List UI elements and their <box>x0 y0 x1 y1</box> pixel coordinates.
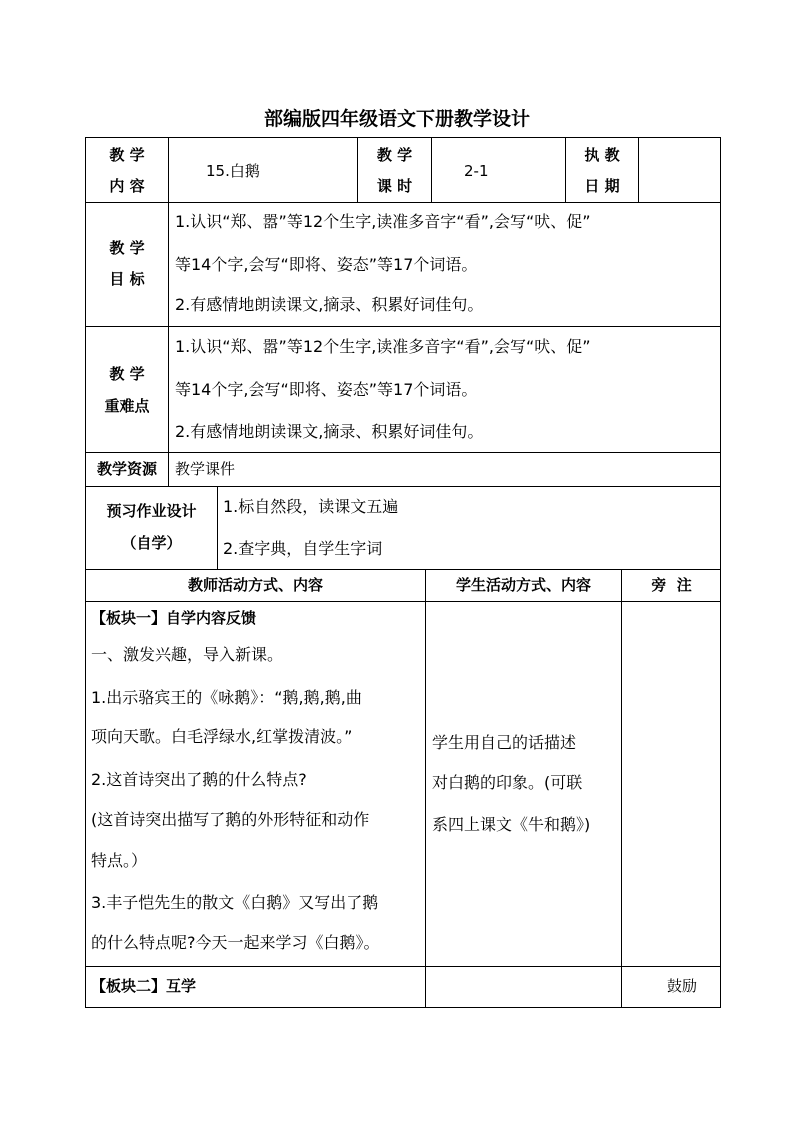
goals-label-2: 目 标 <box>109 270 145 288</box>
date-label-1: 执 教 <box>584 146 620 164</box>
content-label-2: 内 容 <box>109 177 145 195</box>
keypoints-line-2: 等14个字,会写“即将、姿态”等17个词语。 <box>175 380 478 399</box>
block1-line: 1.出示骆宾王的《咏鹅》：“鹅,鹅,鹅,曲 <box>91 688 362 707</box>
preview-line-1: 1.标自然段，读课文五遍 <box>223 497 399 516</box>
content-label-1: 教 学 <box>109 146 145 164</box>
date-label-2: 日 期 <box>584 177 620 195</box>
resources-value: 教学课件 <box>175 460 236 478</box>
keypoints-label-1: 教 学 <box>109 365 145 383</box>
notes-column-header: 旁 注 <box>651 576 692 594</box>
period-value: 2-1 <box>464 162 489 180</box>
block1-line: 特点。） <box>91 851 148 870</box>
block2-heading: 【板块二】互学 <box>91 977 197 995</box>
student-activity-line: 对白鹅的印象。(可联 <box>432 773 583 792</box>
block1-line: 项向天歌。白毛浮绿水,红掌拨清波。” <box>91 727 353 746</box>
period-label-1: 教 学 <box>376 146 413 164</box>
preview-label-1: 预习作业设计 <box>106 502 197 520</box>
period-label-2: 课 时 <box>376 177 413 195</box>
goals-line-2: 等14个字,会写“即将、姿态”等17个词语。 <box>175 255 478 274</box>
keypoints-label-2: 重难点 <box>104 397 150 415</box>
preview-line-2: 2.查字典，自学生字词 <box>223 539 383 558</box>
preview-label-2: （自学） <box>121 534 182 552</box>
content-value: 15.白鹅 <box>206 162 260 180</box>
block1-line: 2.这首诗突出了鹅的什么特点? <box>91 770 307 789</box>
keypoints-line-3: 2.有感情地朗读课文,摘录、积累好词佳句。 <box>175 422 484 441</box>
block1-line: 的什么特点呢?今天一起来学习《白鹅》。 <box>91 933 380 952</box>
keypoints-line-1: 1.认识“郑、嚣”等12个生字,读准多音字“看”,会写“吠、促” <box>175 337 591 356</box>
block1-line: 一、激发兴趣，导入新课。 <box>91 645 284 664</box>
resources-label: 教学资源 <box>96 460 157 478</box>
block1-heading: 【板块一】自学内容反馈 <box>91 609 257 627</box>
student-activity-line: 系四上课文《牛和鹅》) <box>432 815 591 834</box>
goals-label-1: 教 学 <box>109 239 145 257</box>
goals-line-1: 1.认识“郑、嚣”等12个生字,读准多音字“看”,会写“吠、促” <box>175 212 591 231</box>
block1-line: 3.丰子恺先生的散文《白鹅》又写出了鹅 <box>91 893 379 912</box>
page-title: 部编版四年级语文下册教学设计 <box>263 108 530 130</box>
block2-note: 鼓励 <box>667 977 698 995</box>
student-column-header: 学生活动方式、内容 <box>455 576 591 594</box>
block1-line: (这首诗突出描写了鹅的外形特征和动作 <box>91 810 370 829</box>
student-activity-line: 学生用自己的话描述 <box>432 733 577 752</box>
teacher-column-header: 教师活动方式、内容 <box>187 576 323 594</box>
goals-line-3: 2.有感情地朗读课文,摘录、积累好词佳句。 <box>175 295 484 314</box>
